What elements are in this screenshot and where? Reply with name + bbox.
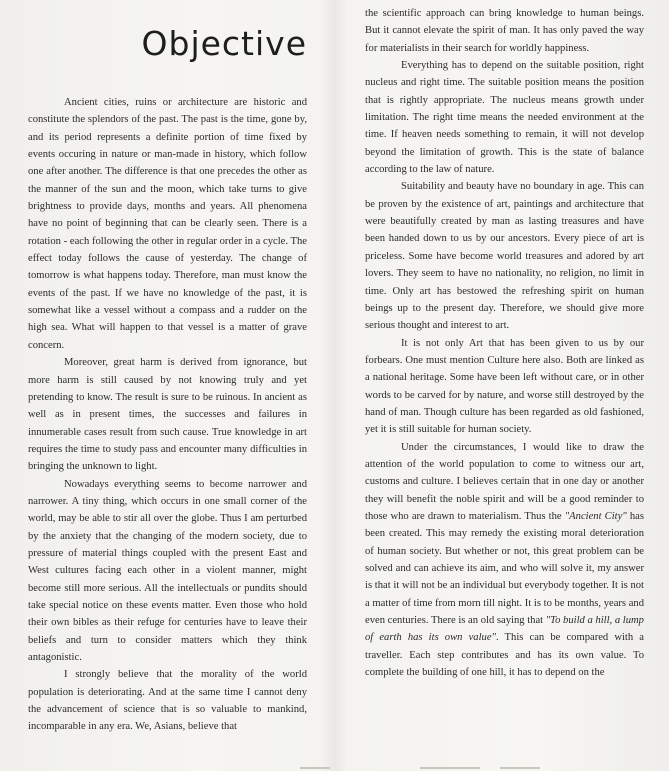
hill-saying-quote: "To build a hill, a lump of earth has its own value" — [365, 615, 644, 644]
left-paragraph-2: Moreover, great harm is derived from ignorance, but more harm is still caused by not knowing truly and yet pretending to know. The result is sure to be ruinous. In ancient as well as in present times, the successes and failures in innumerable cases result from such cause. True knowledge in art requires the time to study pass and encounter many difficulties in bringing the unknown to light. — [28, 357, 307, 473]
right-paragraph-5-part-3: . This can be compared with a traveller. Each step contributes and has its own value. To complete the building of one hill, it has to depend on the — [365, 632, 644, 679]
footer-rule-left — [300, 767, 330, 769]
right-column — [365, 5, 644, 771]
right-paragraph-2: Everything has to depend on the suitable position, right nucleus and right time. The suitable position means the position that is rightly appropriate. The nucleus means growth under limitation. The right time means the needed environment at the time. If heaven needs something to remain, it will not develop beyond the limitation of growth. This is the state of balance according to the law of nature. — [365, 60, 644, 176]
left-paragraph-4: I strongly believe that the morality of the world population is deteriorating. And at the same time I cannot deny the advancement of science that is so valuable to mankind, incomparable in any era. We, Asians, believe that — [28, 669, 307, 733]
footer-rule-center — [420, 767, 480, 769]
left-column — [28, 0, 307, 771]
right-paragraph-1: the scientific approach can bring knowledge to human beings. But it cannot elevate the spirit of man. It has only paved the way for materialists in their search for worldly happiness. — [365, 8, 644, 54]
footer-rule-right — [500, 767, 540, 769]
right-paragraph-3: Suitability and beauty have no boundary in age. This can be proven by the existence of art, paintings and architecture that were beautifully created by man as lasting treasures and have been handed down to us by our ancestors. Every piece of art is priceless. Some have become world treasures and adored by art lovers. They seem to have no nationality, no religion, no limit in time. Only art has bestowed the refreshing spirit on human beings up to the present day. Therefore, we should give more serious thought and interest to art. — [365, 181, 644, 332]
right-paragraph-5 — [365, 439, 644, 682]
right-paragraph-4: It is not only Art that has been given to us by our forbears. One must mention Culture here also. Both are linked as a national heritage. Some have been left without care, or in other words to be carved for by nature, and worse still destroyed by the hand of man. Though culture has been regarded as old fashioned, yet it is still suitable for human society. — [365, 337, 644, 436]
left-paragraph-1: Ancient cities, ruins or architecture are historic and constitute the splendors of the past. The past is the time, gone by, and its period represents a definite portion of time fixed by events occuring in nature or man-made in history, which follow one after another. The difference is that one precedes the other as the manner of the sun and the moon, which take turns to give brightness to provide days, months and years. All phenomena have no point of beginning that can be clearly seen. There is a rotation - each following the other in regular order in a cycle. The effect today follows the cause of yesterday. The change of tomorrow is what happens today. Therefore, man must know the events of the past. If we have no knowledge of the past, it is somewhat like a vessel without a compass and a rudder on the high sea. What will happen to that vessel is a matter of grave concern. — [28, 97, 307, 351]
right-paragraph-5-part-1: Under the circumstances, I would like to draw the attention of the world population to come to witness our art, customs and culture. I believes certain that in one day or another they will benefit the noble spirit and will be a good reminder to those who are drawn to materialism. Thus the — [365, 441, 644, 522]
ancient-city-quote: "Ancient City" — [564, 510, 627, 522]
left-paragraph-3: Nowadays everything seems to become narrower and narrower. A tiny thing, which occurs in one small corner of the world, may be able to stir all over the globe. Thus I am perturbed by the anxiety that the changing of the modern society, due to pressure of material things coupled with the present East and West cultures facing each other in a violent manner, might become still more serious. All the intellectuals or pundits should take special notice on these events matter. Even those who hold their own bibles as their refuge for centuries have to leave their beliefs and turn to consider matters which they think antagonistic. — [28, 478, 307, 663]
page-title: Objective — [141, 24, 307, 63]
right-paragraph-5-part-2: has been created. This may remedy the existing moral deterioration of human society. But whether or not, this great problem can be solved and can achieve its aim, and who will solve it, my answer is that it will not be an individual but everybody together. It is not a matter of time from morn till night. It is to be months, years and even centuries. There is an old saying that — [365, 510, 644, 627]
